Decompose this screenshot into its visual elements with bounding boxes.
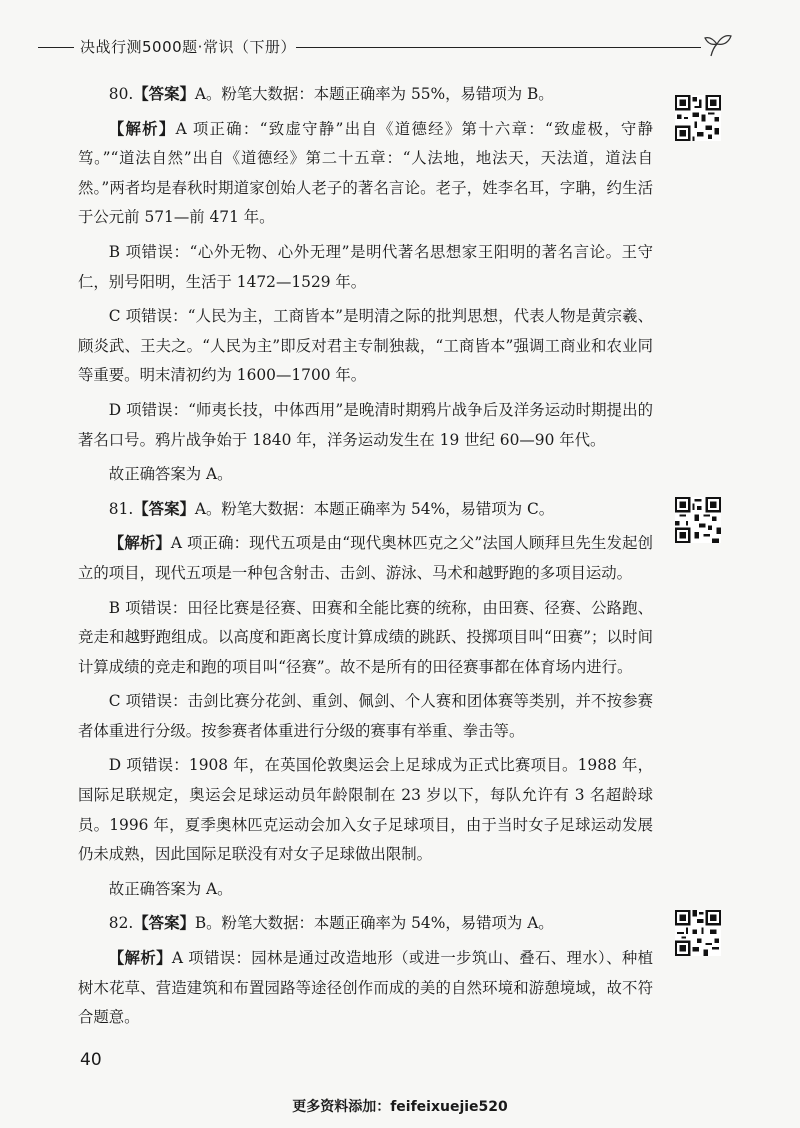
header-rule-right — [296, 47, 701, 48]
running-header — [0, 30, 800, 70]
book-title: 决战行测5000题·常识（下册） — [80, 38, 296, 56]
q80-analysis-b: B 项错误：“心外无物、心外无理”是明代著名思想家王阳明的著名言论。王守仁，别号阳明，生活于 1472—1529 年。 — [78, 242, 653, 291]
q82-analysis-a-text: A 项错误：园林是通过改造地形（或进一步筑山、叠石、理水）、种植树木花草、营造建筑和布置园路等途径创作而成的美的自然环境和游憩境域，故不符合题意。 — [78, 949, 653, 1027]
q82-number: 82. — [108, 914, 134, 933]
q80-number: 80. — [108, 85, 134, 103]
page-content — [78, 80, 653, 1038]
q80-answer-line — [78, 80, 653, 110]
q81-answer-label: 【答案】 — [133, 499, 195, 518]
q82-analysis-label: 【解析】 — [108, 949, 172, 968]
page-number: 40 — [80, 1050, 102, 1070]
qr-code-q81[interactable] — [675, 497, 721, 543]
q81-conclusion: 故正确答案为 A。 — [108, 879, 233, 898]
q81-analysis-a — [78, 529, 653, 588]
q81-analysis-d: D 项错误：1908 年，在英国伦敦奥运会上足球成为正式比赛项目。1988 年，国际足联规定，奥运会足球运动员年龄限制在 23 岁以下，每队允许有 3 名超龄球员。1996 年，夏季奥林匹克运动会加入女子足球项目，由于当时女子足球运动发展仍未成熟，因此国际足联没有对女子足球做出限制。 — [78, 756, 653, 864]
q81-analysis-c: C 项错误：击剑比赛分花剑、重剑、佩剑、个人赛和团体赛等类别，并不按参赛者体重进行分级。按参赛者体重进行分级的赛事有举重、拳击等。 — [78, 692, 653, 740]
q80-analysis-a-text: A 项正确：“致虚守静”出自《道德经》第十六章：“致虚极，守静笃。”“道法自然”出自《道德经》第二十五章：“人法地，地法天，天法道，道法自然。”两者均是春秋时期道家创始人老子的著名言论。老子，姓李名耳，字聃，约生活于公元前 571—前 471 年。 — [78, 119, 653, 227]
q80-analysis-label: 【解析】 — [108, 119, 176, 138]
q80-analysis-c: C 项错误：“人民为主，工商皆本”是明清之际的批判思想，代表人物是黄宗羲、顾炎武、王夫之。“人民为主”即反对君主专制独裁，“工商皆本”强调工商业和农业同等重要。明末清初约为 1600—1700 年。 — [78, 307, 653, 385]
q80-answer-text: A。粉笔大数据：本题正确率为 55%，易错项为 B。 — [194, 85, 554, 103]
qr-code-q82[interactable] — [675, 910, 721, 956]
q80-conclusion: 故正确答案为 A。 — [108, 465, 233, 484]
q82-answer-text: B。粉笔大数据：本题正确率为 54%，易错项为 A。 — [194, 914, 554, 933]
header-rule-left — [38, 47, 74, 48]
q80-analysis-a — [78, 115, 653, 233]
q81-analysis-b: B 项错误：田径比赛是径赛、田赛和全能比赛的统称，由田赛、径赛、公路跑、竞走和越野跑组成。以高度和距离长度计算成绩的跳跃、投掷项目叫“田赛”；以时间计算成绩的竞走和跑的项目叫“径赛”。故不是所有的田径赛事都在体育场内进行。 — [78, 598, 653, 676]
q81-number: 81. — [108, 499, 134, 518]
q81-analysis-a-text: A 项正确：现代五项是由“现代奥林匹克之父”法国人顾拜旦先生发起创立的项目，现代五项是一种包含射击、击剑、游泳、马术和越野跑的多项目运动。 — [78, 534, 653, 582]
q80-answer-label: 【答案】 — [133, 85, 195, 103]
q81-answer-line — [78, 495, 653, 525]
sprout-icon — [703, 30, 733, 60]
q82-analysis-a — [78, 944, 653, 1033]
qr-code-q80[interactable] — [675, 95, 721, 141]
q80-analysis-d: D 项错误：“师夷长技，中体西用”是晚清时期鸦片战争后及洋务运动时期提出的著名口号。鸦片战争始于 1840 年，洋务运动发生在 19 世纪 60—90 年代。 — [78, 400, 653, 449]
q82-answer-line — [78, 909, 653, 939]
q82-answer-label: 【答案】 — [133, 914, 195, 933]
q81-analysis-label: 【解析】 — [108, 534, 171, 553]
footer-note: 更多资料添加：feifeixuejie520 — [292, 1099, 508, 1115]
q81-answer-text: A。粉笔大数据：本题正确率为 54%，易错项为 C。 — [194, 499, 555, 518]
